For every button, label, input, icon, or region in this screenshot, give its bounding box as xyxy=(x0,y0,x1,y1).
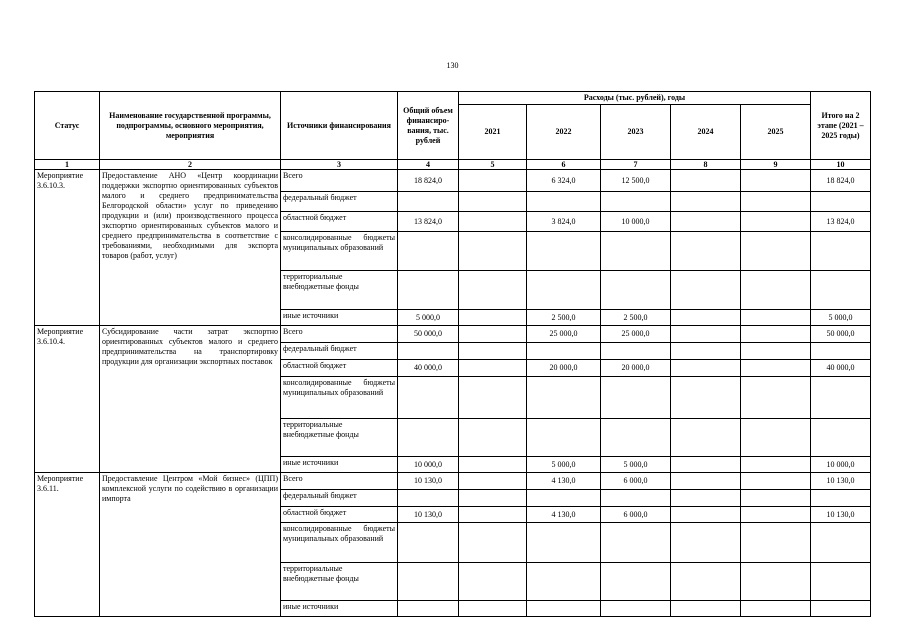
cell-total-volume xyxy=(398,271,459,310)
cell-year-2021 xyxy=(459,212,527,232)
cell-year-2025 xyxy=(741,360,811,377)
cell-year-2021 xyxy=(459,343,527,360)
cell-stage-total: 50 000,0 xyxy=(811,326,871,343)
cell-stage-total: 18 824,0 xyxy=(811,170,871,192)
cell-year-2022 xyxy=(527,271,601,310)
column-index: 2 xyxy=(100,160,281,170)
cell-year-2023 xyxy=(601,343,671,360)
column-index: 10 xyxy=(811,160,871,170)
funding-source: территориальные внебюджетные фонды xyxy=(281,419,398,457)
cell-year-2022 xyxy=(527,563,601,601)
cell-year-2023 xyxy=(601,523,671,563)
cell-year-2021 xyxy=(459,326,527,343)
table-row xyxy=(35,170,871,192)
cell-year-2024 xyxy=(671,457,741,473)
cell-stage-total xyxy=(811,343,871,360)
column-index: 9 xyxy=(741,160,811,170)
cell-year-2024 xyxy=(671,192,741,212)
cell-total-volume: 18 824,0 xyxy=(398,170,459,192)
column-index: 8 xyxy=(671,160,741,170)
cell-year-2024 xyxy=(671,343,741,360)
cell-year-2025 xyxy=(741,490,811,507)
cell-year-2025 xyxy=(741,507,811,523)
cell-year-2021 xyxy=(459,601,527,617)
table-header xyxy=(35,92,871,170)
cell-year-2024 xyxy=(671,507,741,523)
funding-source: Всего xyxy=(281,326,398,343)
cell-year-2025 xyxy=(741,326,811,343)
measure-name: Предоставление Центром «Мой бизнес» (ЦПП) комплексной услуги по содействию в организации импорта xyxy=(100,473,281,617)
cell-year-2023 xyxy=(601,271,671,310)
table-row xyxy=(35,473,871,490)
cell-year-2024 xyxy=(671,212,741,232)
cell-stage-total xyxy=(811,490,871,507)
column-index: 1 xyxy=(35,160,100,170)
cell-year-2025 xyxy=(741,170,811,192)
cell-year-2025 xyxy=(741,212,811,232)
cell-stage-total: 10 130,0 xyxy=(811,507,871,523)
cell-year-2024 xyxy=(671,601,741,617)
cell-year-2022: 4 130,0 xyxy=(527,473,601,490)
cell-year-2023: 20 000,0 xyxy=(601,360,671,377)
cell-year-2021 xyxy=(459,563,527,601)
cell-stage-total xyxy=(811,563,871,601)
cell-year-2021 xyxy=(459,523,527,563)
cell-year-2023: 6 000,0 xyxy=(601,473,671,490)
cell-year-2024 xyxy=(671,360,741,377)
cell-year-2022 xyxy=(527,192,601,212)
cell-total-volume: 10 130,0 xyxy=(398,507,459,523)
cell-total-volume: 10 130,0 xyxy=(398,473,459,490)
cell-year-2023 xyxy=(601,232,671,271)
funding-source: федеральный бюджет xyxy=(281,192,398,212)
funding-source: иные источники xyxy=(281,310,398,326)
cell-total-volume xyxy=(398,563,459,601)
cell-total-volume xyxy=(398,232,459,271)
header-year-2021: 2021 xyxy=(459,105,527,160)
table-row xyxy=(35,326,871,343)
page-number: 130 xyxy=(446,61,459,70)
funding-source: территориальные внебюджетные фонды xyxy=(281,271,398,310)
measure-status: Мероприятие 3.6.11. xyxy=(35,473,100,617)
cell-year-2023 xyxy=(601,601,671,617)
cell-stage-total xyxy=(811,192,871,212)
cell-year-2021 xyxy=(459,310,527,326)
cell-year-2021 xyxy=(459,507,527,523)
cell-total-volume xyxy=(398,192,459,212)
cell-year-2025 xyxy=(741,377,811,419)
cell-stage-total xyxy=(811,377,871,419)
column-index-row xyxy=(35,160,871,170)
cell-year-2025 xyxy=(741,457,811,473)
cell-year-2024 xyxy=(671,310,741,326)
cell-year-2024 xyxy=(671,523,741,563)
funding-source: консолидированные бюджеты муниципальных образований xyxy=(281,232,398,271)
cell-total-volume: 40 000,0 xyxy=(398,360,459,377)
cell-year-2025 xyxy=(741,473,811,490)
column-index: 4 xyxy=(398,160,459,170)
cell-year-2022: 2 500,0 xyxy=(527,310,601,326)
cell-stage-total xyxy=(811,523,871,563)
funding-source: областной бюджет xyxy=(281,507,398,523)
cell-year-2021 xyxy=(459,170,527,192)
column-index: 6 xyxy=(527,160,601,170)
cell-year-2022: 4 130,0 xyxy=(527,507,601,523)
cell-total-volume xyxy=(398,377,459,419)
cell-year-2021 xyxy=(459,232,527,271)
cell-total-volume: 5 000,0 xyxy=(398,310,459,326)
cell-stage-total: 5 000,0 xyxy=(811,310,871,326)
cell-stage-total xyxy=(811,232,871,271)
funding-source: Всего xyxy=(281,170,398,192)
cell-stage-total xyxy=(811,601,871,617)
cell-total-volume: 13 824,0 xyxy=(398,212,459,232)
cell-stage-total: 13 824,0 xyxy=(811,212,871,232)
funding-source: территориальные внебюджетные фонды xyxy=(281,563,398,601)
cell-total-volume xyxy=(398,601,459,617)
cell-year-2022 xyxy=(527,343,601,360)
header-expenses: Расходы (тыс. рублей), годы xyxy=(459,92,811,105)
header-name: Наименование государственной программы, подпрограммы, основного мероприятия, мероприятия xyxy=(100,92,281,160)
cell-year-2021 xyxy=(459,192,527,212)
cell-year-2025 xyxy=(741,271,811,310)
budget-table xyxy=(34,91,871,617)
header-year-2025: 2025 xyxy=(741,105,811,160)
cell-year-2025 xyxy=(741,419,811,457)
cell-year-2023: 5 000,0 xyxy=(601,457,671,473)
cell-year-2024 xyxy=(671,490,741,507)
cell-year-2023 xyxy=(601,490,671,507)
cell-year-2025 xyxy=(741,310,811,326)
cell-year-2021 xyxy=(459,490,527,507)
cell-year-2025 xyxy=(741,563,811,601)
cell-year-2021 xyxy=(459,271,527,310)
funding-source: иные источники xyxy=(281,601,398,617)
cell-year-2024 xyxy=(671,271,741,310)
cell-year-2023 xyxy=(601,563,671,601)
funding-source: консолидированные бюджеты муниципальных образований xyxy=(281,523,398,563)
cell-year-2022 xyxy=(527,490,601,507)
column-index: 3 xyxy=(281,160,398,170)
measure-name: Субсидирование части затрат экспортно ориентированных субъектов малого и среднего предпринимательства на транспортировку продукции для организации экспортных поставок xyxy=(100,326,281,473)
cell-total-volume xyxy=(398,343,459,360)
measure-status: Мероприятие 3.6.10.4. xyxy=(35,326,100,473)
cell-year-2025 xyxy=(741,232,811,271)
cell-year-2024 xyxy=(671,170,741,192)
cell-year-2021 xyxy=(459,377,527,419)
header-status: Статус xyxy=(35,92,100,160)
header-year-2022: 2022 xyxy=(527,105,601,160)
cell-year-2024 xyxy=(671,473,741,490)
cell-year-2024 xyxy=(671,419,741,457)
cell-year-2022 xyxy=(527,232,601,271)
cell-year-2023: 10 000,0 xyxy=(601,212,671,232)
cell-year-2022 xyxy=(527,419,601,457)
cell-year-2022: 20 000,0 xyxy=(527,360,601,377)
measure-name: Предоставление АНО «Центр координации поддержки экспортно ориентированных субъектов малого и среднего предпринимательства Белгородской области» услуг по приведению продукции и (или) производственного процесса экспортно ориентированных субъектов малого и среднего предпринимательства в соответствие с требованиями, необходимыми для экспорта товаров (работ, услуг) xyxy=(100,170,281,326)
cell-year-2025 xyxy=(741,523,811,563)
funding-source: областной бюджет xyxy=(281,212,398,232)
cell-year-2022 xyxy=(527,523,601,563)
funding-source: федеральный бюджет xyxy=(281,490,398,507)
cell-year-2023: 12 500,0 xyxy=(601,170,671,192)
header-total-volume: Общий объем финансиро-вания, тыс. рублей xyxy=(398,92,459,160)
cell-year-2025 xyxy=(741,343,811,360)
cell-year-2023: 25 000,0 xyxy=(601,326,671,343)
cell-stage-total: 10 130,0 xyxy=(811,473,871,490)
cell-year-2023: 2 500,0 xyxy=(601,310,671,326)
cell-stage-total xyxy=(811,419,871,457)
header-year-2024: 2024 xyxy=(671,105,741,160)
cell-year-2021 xyxy=(459,457,527,473)
cell-year-2022: 5 000,0 xyxy=(527,457,601,473)
cell-total-volume xyxy=(398,419,459,457)
cell-year-2023 xyxy=(601,377,671,419)
cell-stage-total xyxy=(811,271,871,310)
cell-total-volume xyxy=(398,523,459,563)
cell-year-2022: 6 324,0 xyxy=(527,170,601,192)
cell-year-2025 xyxy=(741,192,811,212)
cell-total-volume: 50 000,0 xyxy=(398,326,459,343)
cell-year-2024 xyxy=(671,563,741,601)
cell-year-2022 xyxy=(527,601,601,617)
header-sources: Источники финансирования xyxy=(281,92,398,160)
funding-source: консолидированные бюджеты муниципальных образований xyxy=(281,377,398,419)
cell-year-2021 xyxy=(459,419,527,457)
cell-year-2024 xyxy=(671,377,741,419)
cell-year-2023 xyxy=(601,419,671,457)
header-year-2023: 2023 xyxy=(601,105,671,160)
cell-stage-total: 40 000,0 xyxy=(811,360,871,377)
measure-status: Мероприятие 3.6.10.3. xyxy=(35,170,100,326)
funding-source: федеральный бюджет xyxy=(281,343,398,360)
cell-year-2021 xyxy=(459,473,527,490)
funding-source: областной бюджет xyxy=(281,360,398,377)
cell-total-volume xyxy=(398,490,459,507)
cell-year-2024 xyxy=(671,232,741,271)
header-stage-total: Итого на 2 этапе (2021 – 2025 годы) xyxy=(811,92,871,160)
funding-source: Всего xyxy=(281,473,398,490)
column-index: 5 xyxy=(459,160,527,170)
column-index: 7 xyxy=(601,160,671,170)
cell-year-2024 xyxy=(671,326,741,343)
cell-year-2022: 3 824,0 xyxy=(527,212,601,232)
cell-year-2021 xyxy=(459,360,527,377)
cell-year-2022 xyxy=(527,377,601,419)
table-body xyxy=(35,170,871,617)
cell-year-2022: 25 000,0 xyxy=(527,326,601,343)
funding-source: иные источники xyxy=(281,457,398,473)
cell-total-volume: 10 000,0 xyxy=(398,457,459,473)
cell-stage-total: 10 000,0 xyxy=(811,457,871,473)
cell-year-2023 xyxy=(601,192,671,212)
cell-year-2023: 6 000,0 xyxy=(601,507,671,523)
cell-year-2025 xyxy=(741,601,811,617)
